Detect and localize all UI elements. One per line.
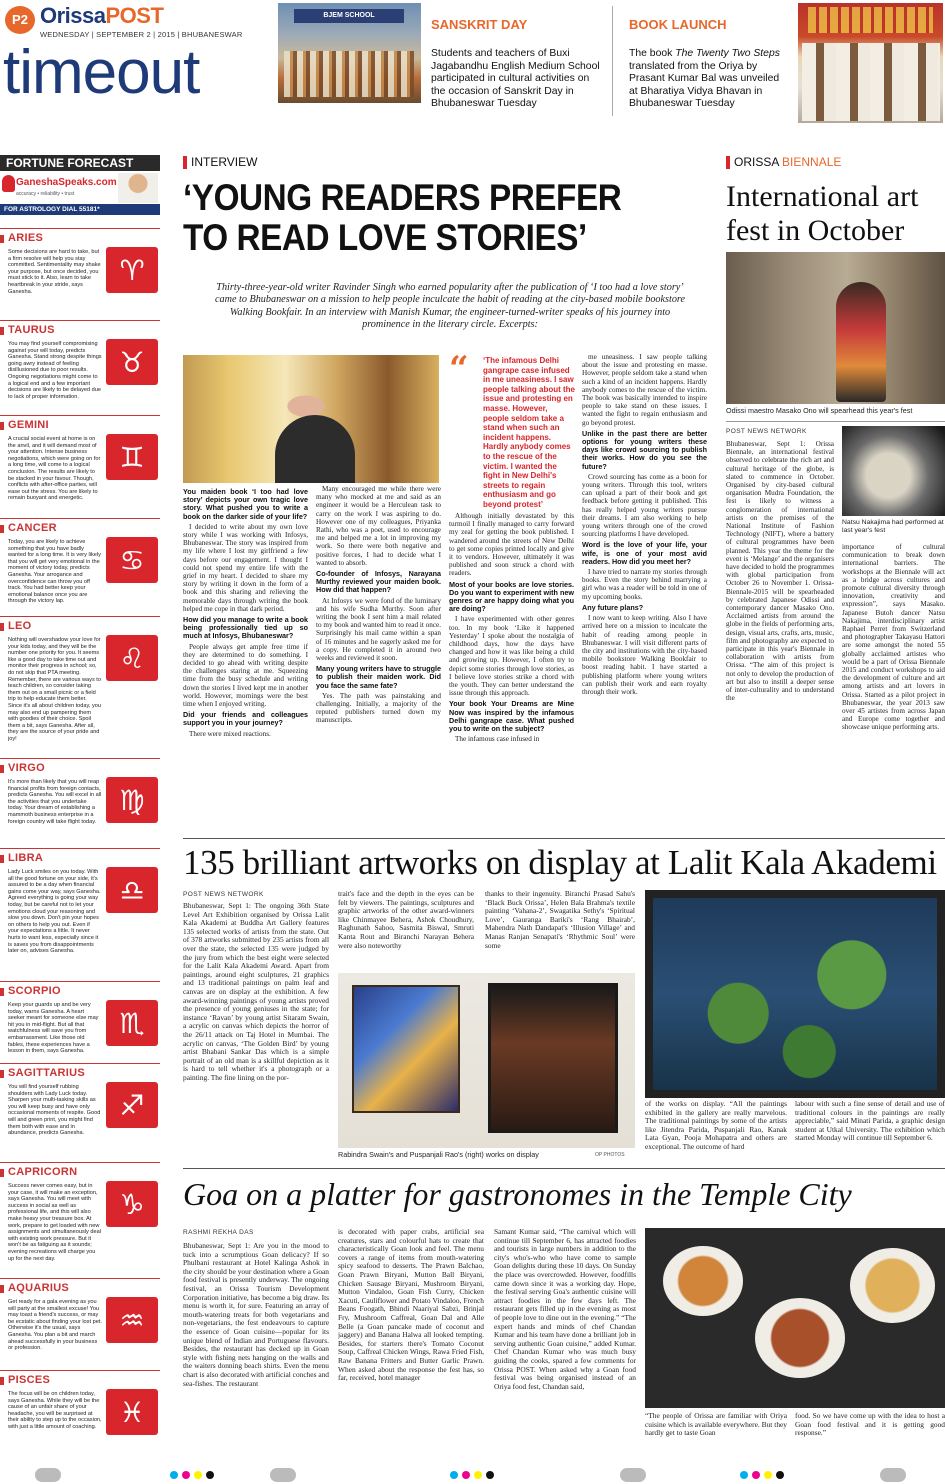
masthead-divider xyxy=(612,6,613,116)
answer: Many encouraged me while there were many who mocked at me and said as an engineer it would be a Herculean task to carry on the work I was aspiring to do. However one of my colleagues, Priyanka Rathi, who was a poet, used to encourage me and helped me a lot in improving my work. So there were both negative and positive forces, I had to decide what I wanted to absorb. xyxy=(316,485,441,567)
pisces-icon: ♓ xyxy=(106,1389,158,1435)
lalit-headline: 135 brilliant artworks on display at Lalit Kala Akademi xyxy=(183,843,937,882)
biennale-col-1: Bhubaneswar, Sept 1: Orissa Biennale, an international festival observed to celebrate the rich art and cultural heritage of the globe, is slated to commence in October. Organised by city-based cultural organisation Mudra Foundation, the fest is likely to witness a conglomeration of international artists on the premises of the National Institute of Fashion Technology (NIFT), where a battery of cultural programmes have been planned. This year the theme for the event is ‘Melange’ and the organisers have decided to hold the programmes with global participation from October 26 to November 1. Orissa-Biennale-2015 will be spearheaded by celebrated Japanese Odissi and contemporary dancer Masako Ono. Acclaimed artists from around the globe in the fields of performing arts, design, visual arts, crafts, arts, music, film and photography are expected to participate in this year's Biennale in collaboration with artists from Orissa. “The aim of this project is not only to develop the production of art but also to instill a deeper sense of inter-culturality and to understand the xyxy=(726,440,834,703)
painting-tree xyxy=(488,983,618,1133)
sign-text: The focus will be on children today, says Ganesha. While they will be the cause of an unfair share of your headache, you will be surprised at their ability to step up to the occasion, with just a little amount of coaching. xyxy=(8,1391,102,1430)
sign-text: Lady Luck smiles on you today. With all the good fortune on your side, it's assured to be a day when financial gains come your way, says Ganesha. Agreed everything is going your way today, but be careful not to let your emotions cloud your reasoning and slow you down. Don't pin your hopes on others to help you out. Even if your expectations a little. It never hurts to want less, especially since it is saves you from disappointments later on, advises Ganesha. xyxy=(8,869,101,955)
biennale-caption-1: Odissi maestro Masako Ono will spearhead this year's fest xyxy=(726,406,913,415)
biennale-caption-2: Natsu Nakajima had performed at last year's fest xyxy=(842,519,944,534)
registration-mark xyxy=(620,1468,646,1482)
forecast-title-b: FORECAST xyxy=(67,156,134,170)
sign-aries xyxy=(0,228,160,320)
question: Word is the love of your life, your wife, is one of your most avid readers. How did you meet her? xyxy=(582,540,707,566)
question: Any future plans? xyxy=(582,602,644,612)
goa-col-1: Bhubaneswar, Sept 1: Are you in the mood to tuck into a scrumptious Goan delicacy? If so Phulbani restaurant at Hotel Kalinga Ashok in the city should be your destination where a Goan food festival is presently underway. The ongoing festival, an Orissa Tourism Development Corporation initiative, has become a big draw. Its menu is worth it, for sure. Featuring an array of mouth-watering treats for both vegetarians and non-vegetarians, the fest endeavours to capture the essence of Goan cuisine—popular for its unique blend of Indian and Portuguese flavours. Besides, the restaurant has decked up in Goan style with fishing nets hanging on the walls and the waiters donning beach shirts. Even the menu chart is also decorated with artificial conches and sea-fishes. The restaurant xyxy=(183,1242,329,1388)
brand-tagline: accuracy • reliability • trust xyxy=(16,191,75,197)
interview-col-2 xyxy=(316,485,441,828)
answer: People always get ample free time if they are determined to do something. I decided to go ahead with writing despite the challenges staring at me. Squeezing time from the busy schedule and writing down the stories I lived kept me in another world. However, mornings were the best time when I enjoyed writing. xyxy=(183,642,308,709)
answer: I have tried to narrate my stories through books. Even the story behind marrying a girl who was a reader will be told in one of my upcoming books. xyxy=(582,568,707,601)
answer: me uneasiness. I saw people talking about the issue and protesting en masse. However, people seldom take a stand when such a kind of an incident happens. Hardly anybody comes to the rescue of the victim. The book was basically intended to inspire people to take stand on these issues. I wanted the fight to regain enthusiasm and go beyond protest. xyxy=(582,353,707,427)
kicker-bar xyxy=(726,156,730,169)
astrologer-portrait xyxy=(118,173,158,203)
yellow-dot xyxy=(194,1471,202,1479)
answer: I decided to write about my own love story while I was working with Infosys, Bhubaneswar. The story was inspired from my life where I lost my girlfriend a few days before our engagement. I thought I could not spend my entire life with the grief in my heart. I decided to share my story by writing it down in the form of a book and this sharing and relieving the memorable days through writing the book helped me cope in that dark period. xyxy=(183,522,308,613)
kicker-biennale: BIENNALE xyxy=(782,155,842,169)
question: Co-founder of Infosys, Narayana Murthy reviewed your maiden book. How did that happen? xyxy=(316,569,441,595)
photo-credit: OP PHOTOS xyxy=(595,1152,625,1158)
goa-quote-col-1: “The people of Orissa are familiar with Oriya cuisine which is available everywhere. But they hardly get to taste Goan xyxy=(645,1412,787,1438)
sign-leo xyxy=(0,616,160,758)
masako-ono-photo xyxy=(726,252,945,404)
man-silhouette xyxy=(275,415,355,483)
interview-col-3 xyxy=(449,512,574,828)
libra-icon: ♎ xyxy=(106,867,158,913)
sign-name: SCORPIO xyxy=(0,982,160,999)
lalit-col-1: Bhubaneswar, Sept 1: The ongoing 36th State Level Art Exhibition organised by Orissa Lalit Kala Akademi at Buddha Art Gallery features 135 selected works of artists from the state. Out of 378 artworks submitted by 235 artists from all over the state, the selected 135 were judged by the jury from which the best eight were selected for the Lalit Kala Akademi Award. Apart from paintings, around eight sculptures, 21 graphics and 13 traditional paintings on palm leaf and canvas are on display at the exhibition. A few award-winning paintings of young artists proved the presence of young geniuses in the state; for instance ‘Ravan’ by young artist Sitaram Swain, a acrylic on canvas which depicts the horror of the 26/11 attack on Taj Hotel in Mumbai. The acrylic on canvas, ‘The Golden Bird’ by young artist Bhabani Sankar Das which is a simple portrait of an old man is a skillful depiction as it is hard to tell whether it's a photograph or a painting. The fine lining on the por- xyxy=(183,902,329,1082)
fortune-forecast xyxy=(0,155,160,1484)
sign-taurus xyxy=(0,320,160,415)
natsu-nakajima-photo xyxy=(842,426,945,516)
sign-sagittarius xyxy=(0,1063,160,1162)
registration-mark xyxy=(35,1468,61,1482)
sign-name: VIRGO xyxy=(0,759,160,776)
cancer-icon: ♋ xyxy=(106,537,158,583)
brand-name: GaneshaSpeaks.com xyxy=(16,177,117,188)
sign-cancer xyxy=(0,518,160,616)
lalit-col-4: of the works on display. “All the paintings exhibited in the gallery are really marvelous. The traditional paintings by some of the artists like Jitendra Parida, Puspanjali Rao, Kanak Lata Gyan, Pooja Mohapatra and others are exceptional. The outcome of hard xyxy=(645,1100,787,1151)
yellow-dot xyxy=(474,1471,482,1479)
goa-byline: RASHMI REKHA DAS xyxy=(183,1229,254,1236)
aries-icon: ♈ xyxy=(106,247,158,293)
cyan-dot xyxy=(170,1471,178,1479)
lotus-canvas xyxy=(653,898,937,1090)
section-rule xyxy=(183,1168,945,1169)
book-launch-photo xyxy=(798,3,943,123)
goa-col-3: Samant Kumar said, “The carnival which will continue till September 6, has attracted foodies and tourists in large numbers in addition to the city's who's-who who have come to sample Goan delights during these 10 days. On Sunday the place was overcrowded. However, foodfills came down since it was a working day. Hope, the festival serving Goa's authentic cuisine will attract foodies in the few days left. The restaurant gets filled up in the evening as most of people love to dine out in the evening.” “The expert hands and minds of chef Chandan Kumar and his team have done a brilliant job in serving authentic Goan cuisine,” added Kumar. Chef Chandan Kumar who was much busy guiding the cooks, spared a few comments for Orissa POST. When asked why a Goan food festival was being organised instead of an Oriya food fest, Chandan said, xyxy=(494,1228,636,1391)
kicker-orissa: ORISSA xyxy=(734,155,783,169)
question: Did your friends and colleagues support you in your journey? xyxy=(183,710,308,728)
question: Unlike in the past there are better options for young writers these days like crowd sourcing to publish their works. How do you see the future? xyxy=(582,428,707,471)
ganesha-logo xyxy=(2,175,15,192)
answer: I have experimented with other genres too. In my book ‘Like it happened Yesterday’ I spoke about the nostalgia of childhood days, how the days have changed and how it was like being a child and growing up. However, I often try to depict some stories through love stories, as I believe love stories strike a chord with the youth. They can better understand the issue through this approach. xyxy=(449,615,574,698)
kicker-bar xyxy=(183,156,187,169)
interview-headline xyxy=(183,178,660,258)
leo-icon: ♌ xyxy=(106,635,158,681)
answer: The infamous case infused in xyxy=(455,735,540,744)
sign-libra xyxy=(0,848,160,981)
astrology-dial: FOR ASTROLOGY DIAL 55181* xyxy=(0,204,160,215)
registration-mark xyxy=(270,1468,296,1482)
quote-mark: “ xyxy=(449,349,469,389)
interview-col-1 xyxy=(183,485,308,828)
headline-line-1: ‘YOUNG READERS PREFER xyxy=(183,177,622,218)
magenta-dot xyxy=(752,1471,760,1479)
goa-story xyxy=(183,1170,945,1460)
cyan-dot xyxy=(450,1471,458,1479)
lalit-kala-story xyxy=(183,840,945,1160)
sign-scorpio xyxy=(0,981,160,1063)
children-group xyxy=(284,51,414,97)
answer: Yes. The path was painstaking and challenging. Initially, a majority of the reputed publishers turned down my manuscripts. xyxy=(316,691,441,725)
masthead xyxy=(0,0,945,130)
forecast-title-a: FORTUNE xyxy=(6,156,68,170)
goa-quote-col-2: food. So we have come up with the idea to host a Goan food festival and it is getting good response.” xyxy=(795,1412,945,1438)
sign-name: AQUARIUS xyxy=(0,1279,160,1296)
yellow-dot xyxy=(764,1471,772,1479)
biennale-col-2: importance of cultural communication to break down international barriers. The workshops at the Biennale will act as a bridge across cultures and promote cultural diversity through innovation, creativity and expression”, says Masako. Japanese Butoh dancer Natsu Nakajima, interdisciplinary artist Raphael Perret from Switzerland and photographer Takayasu Hattori are some amongst the noted 55 globally acclaimed artistes who would be a part of Orissa Biennale 2015 and conduct workshops to aid the development of culture and art among artists and art lovers in Orissa. Started as a pilot project in Bhubaneswar, the year 2013 saw over 45 artistes from across Japan and Europe come together and showcase unique performing arts. xyxy=(842,543,945,732)
interview-kicker: INTERVIEW xyxy=(191,155,258,169)
paper-name xyxy=(40,3,163,29)
interview-story xyxy=(183,150,713,830)
section-rule xyxy=(183,838,945,839)
magenta-dot xyxy=(182,1471,190,1479)
answer: I now want to keep writing. Also I have arrived here on a mission to inculcate the habit of reading among people in Bhubaneswar. I will visit different parts of the city and institutions with the city-based mobile bookstore Walking Bookfair to boost reading habit. I have started a publishing platform where young writers can publish their work and earn royalty through their work. xyxy=(582,614,707,696)
book-title: The Twenty Two Steps xyxy=(675,48,780,59)
sign-text: A crucial social event at home is on the anvil, and it will demand most of your attention. Intense business negotiations, which were going on for a long time, will come to a logical conclusion. The results are likely to be stacked in your favour. Though, conflicts with after-office parties, will ease out the stress. You are likely to remain buoyant and energetic. xyxy=(8,436,101,502)
black-dot xyxy=(776,1471,784,1479)
sign-text: Success never comes easy, but in your case, it will make an exception, says Ganesha. You will meet with success in social as well as professional life, and this will also make heavy your treasure box. At work, prepare to get loaded with new assignments and simultaneously deal with existing work pressure. But it won't be as fatiguing as it sounds; evening recreations will charge you up for the next day. xyxy=(8,1183,101,1262)
lalit-col-2: trait's face and the depth in the eyes can be felt by viewers. The paintings, sculptures and graphic artworks of the other award-winners like Chinmayee Behera, Ashok Choudhury, Raghunath Sahoo, Sasmita Biswal, Smruti Kanta Rout and Biranchi Narayan Behera were also noteworthy xyxy=(338,890,474,950)
cyan-dot xyxy=(740,1471,748,1479)
goan-food-photo xyxy=(645,1228,945,1408)
sanskrit-day-text: Students and teachers of Buxi Jagabandhu English Medium School participated in cultural activities on the occasion of Sanskrit Day in Bhubaneswar Tuesday xyxy=(431,48,600,110)
goa-col-2: is decorated with paper crabs, artificial sea creatures, stars and colourful hats to create that characteristically Goan look and feel. The menu covers a range of items from mouth-watering spicy seafood to desserts. The Prawn Balchao, Goan Prawn Biryani, Mutton Ball Biryani, Chicken Sausage Biryani, Mushroom Biryani, Mutton Vindaloo, Goan Fish Curry, Chicken Xacuti, Cauliflower and Potato Vindaloo, French Beans Foogath, Bhindi Naariyal Sabzi, Brinjal Fry, Mushroom Caffreal, Goan Dal and Alle Belle (a Goan pancake made of coconut and jaggery) and Banana Halwa all looked tempting. Besides, for starters there's Tomato Coconut Soup, Caffreal Chicken Wings, Rawa Fried Fish, Raw Banana Fritters and Butter Garlic Prawn. When asked about the response the fest has, so far, received, hotel manager xyxy=(338,1228,484,1383)
paper-name-orissa: Orissa xyxy=(40,3,106,28)
sanskrit-day-kicker: SANSKRIT DAY xyxy=(431,17,528,32)
sign-name: LIBRA xyxy=(0,849,160,866)
virgo-icon: ♍ xyxy=(106,777,158,823)
question: Many young writers have to struggle to publish their maiden work. Did you face the same fate? xyxy=(316,664,441,690)
taurus-icon: ♉ xyxy=(106,339,158,385)
aquarius-icon: ♒ xyxy=(106,1297,158,1343)
answer: At Infosys we were fond of the luminary and his wife Sudha Murthy. Soon after writing the book I sent him a mail related to my book and wanted him to read it once. Surprisingly his mail came within a span of 16 minutes and he eagerly asked me for a copy. He completed it in around two weeks and reviewed it soon. xyxy=(316,596,441,663)
book-launch-text-b: translated from the Oriya by Prasant Kumar Bal was unveiled at Bharatiya Vidya Bhavan in Bhubaneswar Tuesday xyxy=(629,60,780,110)
sign-pisces xyxy=(0,1370,160,1460)
goa-headline: Goa on a platter for gastronomes in the Temple City xyxy=(183,1176,852,1212)
sign-gemini xyxy=(0,415,160,518)
dateline: WEDNESDAY | SEPTEMBER 2 | 2015 | BHUBANESWAR xyxy=(40,30,243,39)
scorpio-icon: ♏ xyxy=(106,1000,158,1046)
sign-virgo xyxy=(0,758,160,848)
sign-text: You will find yourself rubbing shoulders with Lady Luck today. Sharpen your multi-tasking skills as you will keep busy and have only occasional moments of respite. Good will and green print, you might find them both with ease and in abundance, predicts Ganesha. xyxy=(8,1084,101,1137)
capricorn-icon: ♑ xyxy=(106,1181,158,1227)
book-launch-kicker: BOOK LAUNCH xyxy=(629,17,727,32)
headline-line-2: TO READ LOVE STORIES’ xyxy=(183,217,587,258)
question: How did you manage to write a book being professionally tied up so much at Infosys, Bhubaneswar? xyxy=(183,615,308,641)
lalit-byline: POST NEWS NETWORK xyxy=(183,891,264,898)
pullquote: ‘The infamous Delhi gangrape case infused in me uneasiness. I saw people talking about the issue and protesting en masse. However, people seldom take a stand when such an incident happens. Hardly anybody comes to the rescue of the victim. I wanted the fight in New Delhi's streets to regain enthusiasm and go beyond protest’ xyxy=(483,356,576,509)
school-banner: BJEM SCHOOL xyxy=(294,9,404,23)
plate-right xyxy=(850,1248,935,1323)
sign-name: LEO xyxy=(0,617,160,634)
book-launch-text xyxy=(629,48,789,111)
lalit-caption: Rabindra Swain's and Puspanjali Rao's (right) works on display xyxy=(338,1150,539,1159)
black-dot xyxy=(206,1471,214,1479)
sagittarius-icon: ♐ xyxy=(106,1082,158,1128)
page-number-badge: P2 xyxy=(5,6,35,34)
sign-text: You may find yourself compromising against your will today, predicts Ganesha. Stand strong despite things going awry instead of feeling disillusioned due to poor results. Ongoing negotiations might come to a logical end and a few important decisions are likely to be delayed due to lack of proper information. xyxy=(8,341,102,400)
forecast-title xyxy=(0,155,160,171)
guests-row xyxy=(802,43,940,121)
sign-name: CANCER xyxy=(0,519,160,536)
sign-name: ARIES xyxy=(0,229,160,246)
sign-aquarius xyxy=(0,1278,160,1370)
question: Your book Your Dreams are Mine Now was inspired by the infamous Delhi gangrape case. What pushed you to write on the subject? xyxy=(449,699,574,734)
registration-mark xyxy=(880,1468,906,1482)
sanskrit-day-photo xyxy=(278,3,421,103)
black-dot xyxy=(486,1471,494,1479)
biennale-story xyxy=(726,150,945,830)
lalit-col-3: thanks to their ingenuity. Biranchi Prasad Sahu's ‘Black Buck Orissa’, Helen Bala Brahma's textile painting ‘Vahana-2’, Swagatika Sethy's ‘Spiritual Love’, Gauranga Bariki's ‘Rang Bhairab’, Mahendra Nath Dandapat's ‘Illusion Village’ and Manas Ranjan Senapati's ‘Rhythmic Soul’ were some xyxy=(485,890,635,950)
sign-text: Nothing will overshadow your love for your kids today, and they will be the number one priority for you. It seems like a good day to take time out and monitor their progress in school; so, do not skip that PTA meeting. Remember, there are various ways to teach children, so consider taking them out on a small picnic or a field trip to help educate them better. Since it's all about children today, you may also end up pampering them with goodies of their choice. Spoil them a bit, says Ganesha. After all, they are the source of your pride and joy! xyxy=(8,637,102,742)
dancer-figure xyxy=(836,282,886,402)
plate-left xyxy=(663,1246,743,1316)
answer: Although initially devastated by this turmoil I finally managed to carry forward my zeal for getting the book published. I wandered around the streets of New Delhi to get some copies printed locally and give it to vendors. However, ultimately it was published and soon struck a chord with readers. xyxy=(449,512,574,578)
sign-capricorn xyxy=(0,1162,160,1278)
interview-col-4 xyxy=(582,353,707,828)
sign-text: Keep your guards up and be very today, warns Ganesha. A heart seeker meant for someone else may hit you in mid-flight. But all that watchfulness will save you from embarrassment. Like those old fables, these experiences have a lesson in them, says Ganesha. xyxy=(8,1002,99,1055)
artworks-display-photo xyxy=(338,973,635,1148)
sign-name: TAURUS xyxy=(0,321,160,338)
banner-script xyxy=(808,7,933,33)
sign-name: PISCES xyxy=(0,1371,160,1388)
ravinder-singh-photo xyxy=(183,355,439,483)
magenta-dot xyxy=(462,1471,470,1479)
caption-rule xyxy=(726,421,945,422)
answer: Crowd sourcing has come as a boon for young writers. Through this tool, writers can upload a part of their book and get feedback before getting it published. This has really helped young writers pursue their dreams. I am also working to help young writers through one of the crowd sourcing platforms I have developed. xyxy=(582,472,707,539)
interview-intro: Thirty-three-year-old writer Ravinder Singh who earned popularity after the publication of ‘I too had a love story’ came to Bhubaneswar on a mission to help people inculcate the habit of reading at the city-based mobile bookstore Walking Bookfair. In an interview with Manish Kumar, the engineer-turned-writer speaks of his journey into prominence in the literary circle. Excerpts: xyxy=(214,282,686,331)
sign-name: SAGITTARIUS xyxy=(0,1064,160,1081)
sign-name: GEMINI xyxy=(0,416,160,433)
biennale-headline: International art fest in October xyxy=(726,180,919,247)
sign-text: Get ready for a gala evening as you will party at the smallest excuse! You may toast a friend's success, or may be ecstatic about finding your lost pet. Otherwise it's the usual, says Ganesha. You plan a bit and march ahead successfully in your business or profession. xyxy=(8,1299,102,1352)
print-color-bar xyxy=(0,1466,945,1484)
lalit-col-5: labour with such a fine sense of detail and use of traditional colours in the paintings are really appreciable,” said Minati Parida, a graphic design student at Utkal University. The exhibition which started Monday will continue till September 6. xyxy=(795,1100,945,1143)
paper-name-post: POST xyxy=(105,3,164,28)
answer: There were mixed reactions. xyxy=(189,729,271,738)
section-title: timeout xyxy=(3,38,200,107)
gemini-icon: ♊ xyxy=(106,434,158,480)
question: Most of your books are love stories. Do you want to experiment with new genres or are happy doing what you are doing? xyxy=(449,579,574,614)
sign-text: Today, you are likely to achieve something that you have badly wanted for a long time. It is very likely that you will get very emotional in the moment of victory today, predicts Ganesha. Your arrogance and overconfidence can throw you off track. You had better keep your emotional balance once you are through the victory lap. xyxy=(8,539,101,605)
sign-name: CAPRICORN xyxy=(0,1163,160,1180)
sign-text: It's more than likely that you will reap financial profits from foreign contacts, predicts Ganesha. You will excel in all the activities that you undertake today. Your dream of establishing a mammoth business enterprise in a foreign country will take flight today. xyxy=(8,779,102,825)
biennale-byline: POST NEWS NETWORK xyxy=(726,428,807,435)
question: You maiden book ‘I too had love story’ depicts your own tragic love story. What pushed you to write a book on the darker side of your life? xyxy=(183,487,308,521)
book-launch-text-a: The book xyxy=(629,48,676,59)
lotus-painting-photo xyxy=(645,890,945,1098)
plate-center xyxy=(755,1298,845,1378)
painting-blue-city xyxy=(352,985,460,1113)
biennale-kicker xyxy=(734,155,841,169)
sign-text: Some decisions are hard to take, but a firm resolve will help you stay committed. Sentimentality may shake your purpose, but once decided, you must stick to it. Also, learn to take heartbreak in your stride, says Ganesha. xyxy=(8,249,101,295)
